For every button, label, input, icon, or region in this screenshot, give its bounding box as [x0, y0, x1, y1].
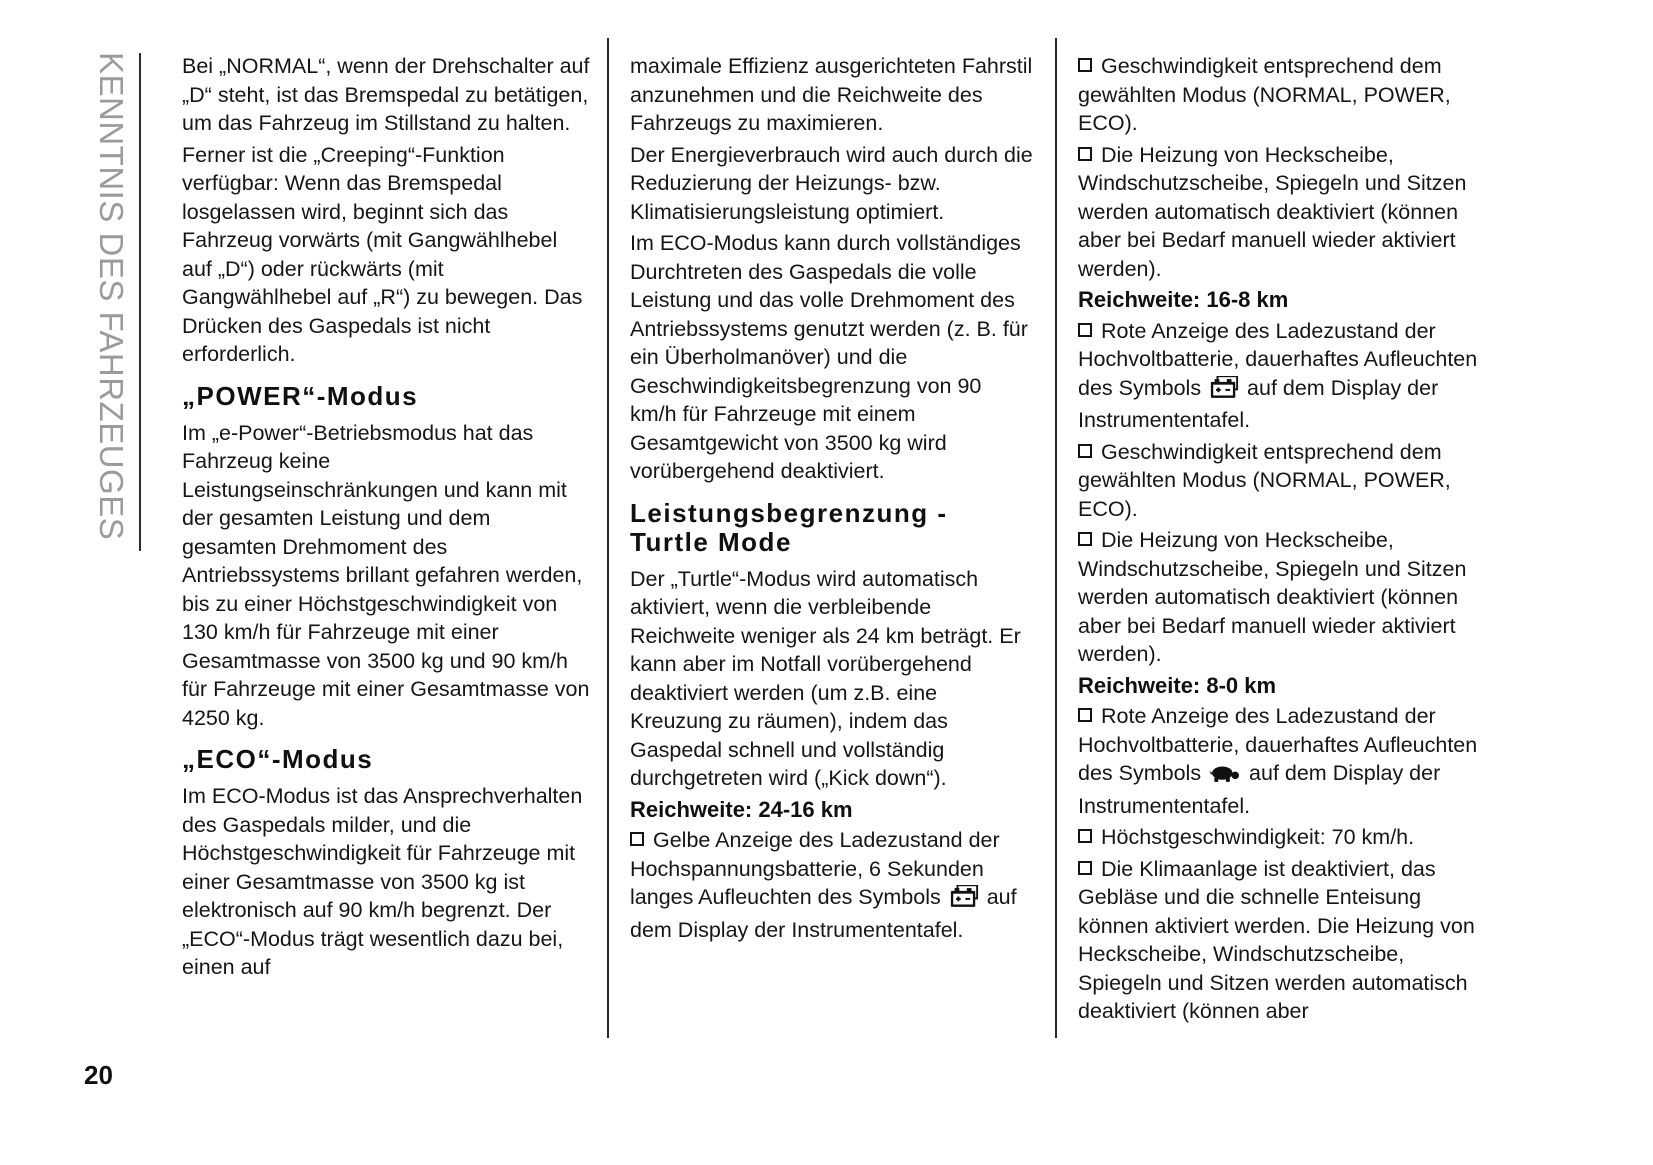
square-bullet-icon: [1078, 532, 1092, 546]
range-subheading: Reichweite: 24-16 km: [630, 796, 853, 822]
paragraph: Im ECO-Modus kann durch vollständiges Durchtreten des Gaspedals die volle Leistung und das volle Drehmoment des Antriebssystems genutzt werden (z. B. für ein Überholmanöver) und die Geschwindigkeitsbegrenzung von 90 km/h für Fahrzeuge mit einem Gesamtgewicht von 3500 kg wird vorübergehend deaktiviert.: [630, 231, 1028, 483]
turtle-mode-icon: [1209, 763, 1241, 792]
section-heading: „ECO“-Modus: [182, 744, 374, 774]
chapter-sidebar-label: KENNTNIS DES FAHRZEUGES: [93, 52, 130, 541]
battery-charge-warning-icon: [949, 885, 979, 916]
sidebar-rule: [139, 53, 141, 551]
square-bullet-icon: [1078, 58, 1092, 72]
paragraph: Im „e-Power“-Betriebsmodus hat das Fahrzeug keine Leistungseinschränkungen und kann mit der gesamten Leistung und dem gesamten Drehmoment des Antriebssystems brillant gefahren werden, bis zu einer Höchstgeschwindigkeit von 130 km/h für Fahrzeuge mit einer Gesamtmasse von 3500 kg und 90 km/h für Fahrzeuge mit einer Gesamtmasse von 4250 kg.: [182, 420, 590, 730]
bullet-item: Die Klimaanlage ist deaktiviert, das Gebläse und die schnelle Enteisung können aktiviert werden. Die Heizung von Heckscheibe, Windschutzscheibe, Spiegeln und Sitzen werden automatisch deaktiviert (können aber: [1078, 856, 1475, 1023]
bullet-item: Die Heizung von Heckscheibe, Windschutzscheibe, Spiegeln und Sitzen werden automatisch deaktiviert (können aber bei Bedarf manuell wieder aktiviert werden).: [1078, 142, 1467, 281]
paragraph: maximale Effizienz ausgerichteten Fahrstil anzunehmen und die Reichweite des Fahrzeugs zu maximieren.: [630, 54, 1033, 135]
paragraph: Im ECO-Modus ist das Ansprechverhalten des Gaspedals milder, und die Höchstgeschwindigkeit für Fahrzeuge mit einer Gesamtmasse von 3500 kg ist elektronisch auf 90 km/h begrenzt. Der „ECO“-Modus trägt wesentlich dazu bei, einen auf: [182, 784, 583, 979]
page-number: 20: [84, 1060, 113, 1090]
square-bullet-icon: [1078, 147, 1092, 161]
paragraph: Der „Turtle“-Modus wird automatisch aktiviert, wenn die verbleibende Reichweite weniger als 24 km beträgt. Er kann aber im Notfall vorübergehend deaktiviert werden (um z.B. eine Kreuzung zu räumen), indem das Gaspedal schnell und vollständig durchgetreten wird („Kick down“).: [630, 566, 1021, 790]
text-column-2: [630, 52, 1033, 947]
square-bullet-icon: [1078, 861, 1092, 875]
square-bullet-icon: [630, 832, 644, 846]
bullet-item: Die Heizung von Heckscheibe, Windschutzscheibe, Spiegeln und Sitzen werden automatisch deaktiviert (können aber bei Bedarf manuell wieder aktiviert werden).: [1078, 528, 1467, 666]
section-heading: Leistungsbegrenzung - Turtle Mode: [630, 497, 948, 557]
square-bullet-icon: [1078, 323, 1092, 337]
square-bullet-icon: [1078, 444, 1092, 458]
square-bullet-icon: [1078, 829, 1092, 843]
bullet-item: Rote Anzeige des Ladezustand der Hochvoltbatterie, dauerhaftes Aufleuchten des Symbols auf dem Display der Instrumententafel.: [1078, 704, 1478, 818]
bullet-item: Geschwindigkeit entsprechend dem gewählten Modus (NORMAL, POWER, ECO).: [1078, 54, 1451, 135]
range-subheading: Reichweite: 16-8 km: [1078, 287, 1289, 312]
bullet-item: Geschwindigkeit entsprechend dem gewählten Modus (NORMAL, POWER, ECO).: [1078, 439, 1451, 521]
range-subheading: Reichweite: 8-0 km: [1078, 672, 1277, 698]
section-heading: „POWER“-Modus: [182, 380, 419, 411]
paragraph: Ferner ist die „Creeping“-Funktion verfügbar: Wenn das Bremspedal losgelassen wird, beginnt sich das Fahrzeug vorwärts (mit Gangwählhebel auf „D“) oder rückwärts (mit Gangwählhebel auf „R“) zu bewegen. Das Drücken des Gaspedals ist nicht erforderlich.: [182, 142, 583, 366]
bullet-item: Höchstgeschwindigkeit: 70 km/h.: [1078, 823, 1492, 852]
bullet-item: Rote Anzeige des Ladezustand der Hochvoltbatterie, dauerhaftes Aufleuchten des Symbols auf dem Display der Instrumententafel.: [1078, 318, 1478, 432]
square-bullet-icon: [1078, 708, 1092, 722]
battery-charge-warning-icon: [1209, 376, 1239, 407]
column-divider-1: [607, 38, 609, 1038]
paragraph: Bei „NORMAL“, wenn der Drehschalter auf „D“ steht, ist das Bremspedal zu betätigen, um das Fahrzeug im Stillstand zu halten.: [182, 54, 590, 135]
bullet-item: Gelbe Anzeige des Ladezustand der Hochspannungsbatterie, 6 Sekunden langes Aufleuchten des Symbols auf dem Display der Instrumententafel.: [630, 828, 1017, 942]
column-divider-2: [1055, 38, 1057, 1038]
text-column-3: [1078, 52, 1492, 1029]
text-column-1: [182, 52, 590, 985]
paragraph: Der Energieverbrauch wird auch durch die Reduzierung der Heizungs- bzw. Klimatisierungsleistung optimiert.: [630, 142, 1033, 224]
